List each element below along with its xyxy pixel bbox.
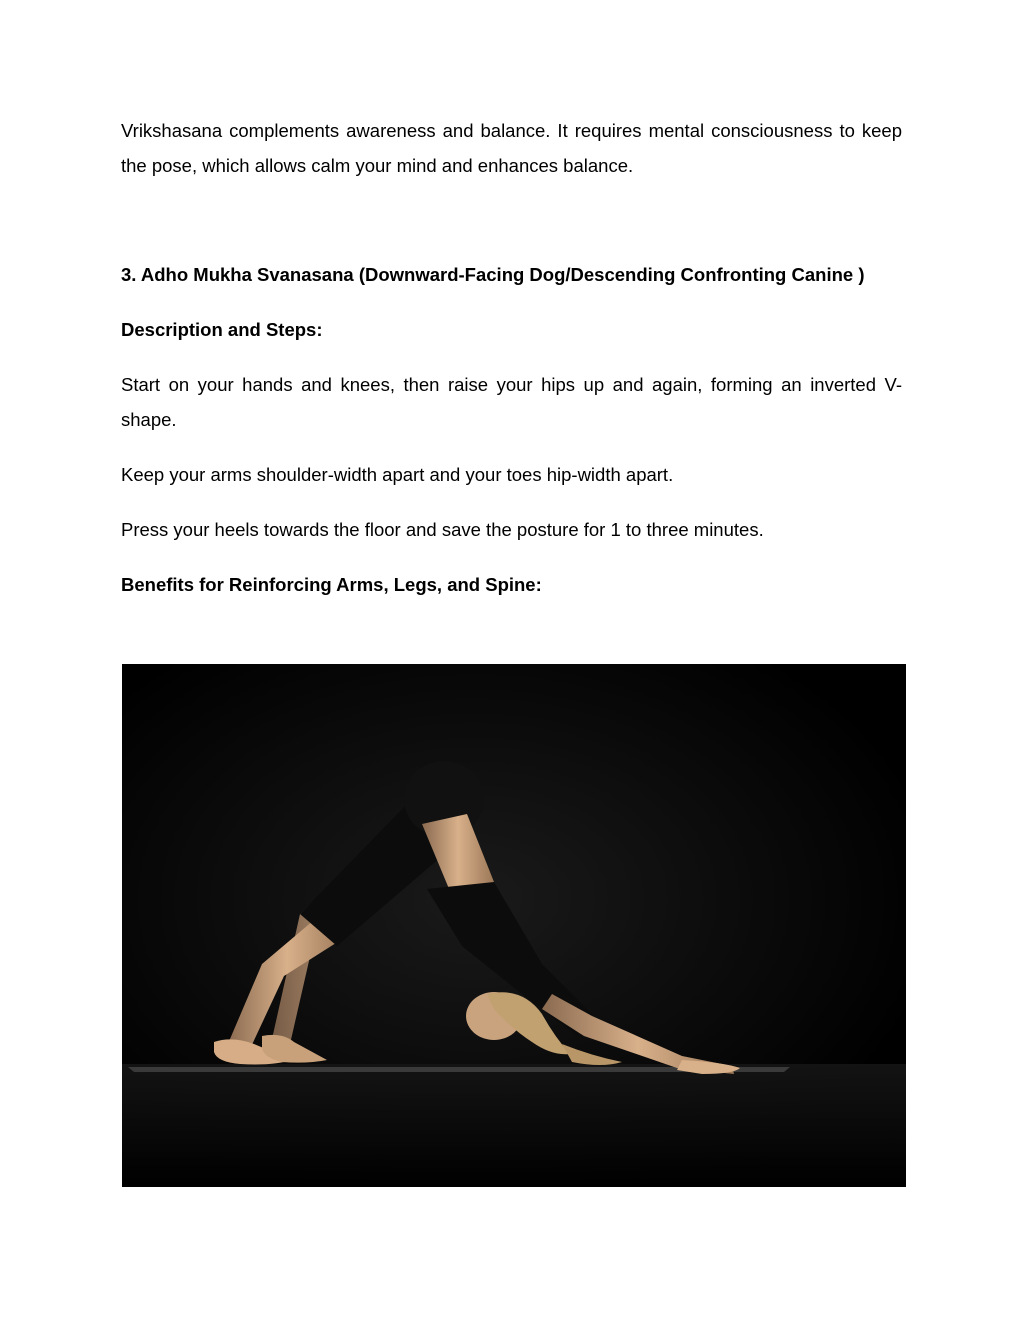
- yoga-pose-photo: [122, 664, 906, 1187]
- step-paragraph: Keep your arms shoulder-width apart and your toes hip-width apart.: [121, 464, 674, 485]
- intro-paragraph: Vrikshasana complements awareness and balance. It requires mental consciousness to keep the pose, which allows calm your mind and enhances balance.: [121, 120, 902, 176]
- benefits-subheading: Benefits for Reinforcing Arms, Legs, and Spine:: [121, 574, 542, 595]
- step-paragraph: Press your heels towards the floor and save the posture for 1 to three minutes.: [121, 519, 764, 540]
- downward-dog-illustration: [122, 664, 906, 1187]
- document-body: [121, 113, 902, 622]
- section-heading: 3. Adho Mukha Svanasana (Downward-Facing Dog/Descending Confronting Canine ): [121, 264, 865, 285]
- step-paragraph: Start on your hands and knees, then raise your hips up and again, forming an inverted V-shape.: [121, 374, 902, 430]
- description-subheading: Description and Steps:: [121, 319, 323, 340]
